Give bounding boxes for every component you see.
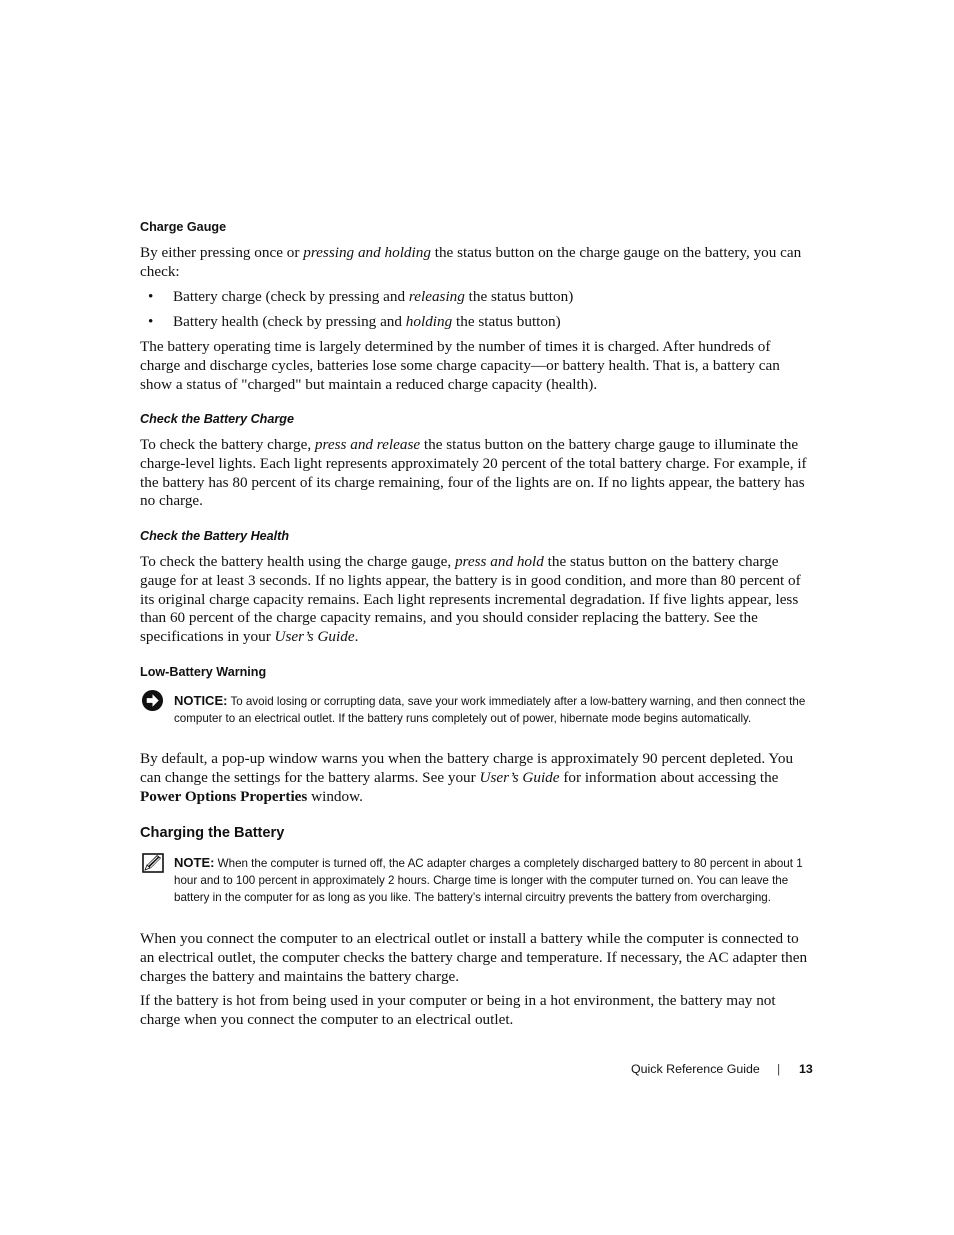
power-options-label: Power Options Properties: [140, 787, 308, 805]
low-battery-heading: Low-Battery Warning: [140, 665, 267, 679]
footer-page-number: 13: [799, 1062, 813, 1076]
charge-gauge-intro: By either pressing once or pressing and holding the status button on the charge gauge on the battery, you can check:: [140, 244, 802, 280]
note-pencil-icon: [142, 853, 164, 878]
list-item: [148, 288, 814, 307]
battery-operating-paragraph: The battery operating time is largely determined by the number of times it is charged. After hundreds of charge and discharge cycles, batteries lose some charge capacity—or battery health. That is, a battery can show a status of "charged" but maintain a reduced charge capacity (health).: [140, 338, 780, 393]
charging-heading: Charging the Battery: [140, 825, 285, 841]
list-item: [148, 313, 814, 332]
check-health-heading: Check the Battery Health: [140, 529, 290, 543]
charging-paragraph-2: If the battery is hot from being used in your computer or being in a hot environment, the battery may not charge when you connect the computer to an electrical outlet.: [140, 992, 776, 1028]
footer-guide-title: Quick Reference Guide: [631, 1062, 760, 1076]
charge-gauge-heading: Charge Gauge: [140, 220, 227, 234]
low-battery-paragraph: By default, a pop-up window warns you when the battery charge is approximately 90 percent depleted. You can change the settings for the battery alarms. See your User’s Guide for information about accessing the Power Options Properties window.: [140, 750, 794, 805]
notice-label: NOTICE:: [174, 693, 228, 708]
bullet-marker: •: [148, 313, 154, 330]
check-charge-heading: Check the Battery Charge: [140, 412, 294, 426]
bullet-text: Battery health (check by pressing and holding the status button): [173, 313, 561, 330]
bullet-text: Battery charge (check by pressing and releasing the status button): [173, 288, 574, 305]
note-label: NOTE:: [174, 855, 215, 870]
bullet-marker: •: [148, 288, 154, 305]
footer-separator: |: [777, 1062, 781, 1076]
notice-icon: [141, 689, 164, 717]
check-charge-paragraph: To check the battery charge, press and release the status button on the battery charge gauge to illuminate the charge-level lights. Each light represents approximately 20 percent of the total battery charge. For example, if the battery has 80 percent of its charge remaining, four of the lights are on. If no lights appear, the battery has no charge.: [140, 436, 807, 510]
note-callout: NOTE: When the computer is turned off, the AC adapter charges a completely discharged battery to 80 percent in about 1 hour and to 100 percent in approximately 2 hours. Charge time is longer with the computer turned on. You can leave the battery in the computer for as long as you like. The battery’s internal circuitry prevents the battery from overcharging.: [174, 855, 803, 904]
charging-paragraph-1: When you connect the computer to an electrical outlet or install a battery while the computer is connected to an electrical outlet, the computer checks the battery charge and temperature. If necessary, the AC adapter then charges the battery and maintains the battery charge.: [140, 930, 808, 985]
notice-callout: NOTICE: To avoid losing or corrupting data, save your work immediately after a low-battery warning, and then connect the computer to an electrical outlet. If the battery runs completely out of power, hibernate mode begins automatically.: [174, 693, 806, 725]
check-health-paragraph: To check the battery health using the charge gauge, press and hold the status button on the battery charge gauge for at least 3 seconds. If no lights appear, the battery is in good condition, and more than 80 percent of its original charge capacity remains. Each light represents incremental degradation. If five lights appear, less than 60 percent of the charge capacity remains, and you should consider replacing the battery. See the specifications in your User’s Guide.: [140, 553, 801, 646]
